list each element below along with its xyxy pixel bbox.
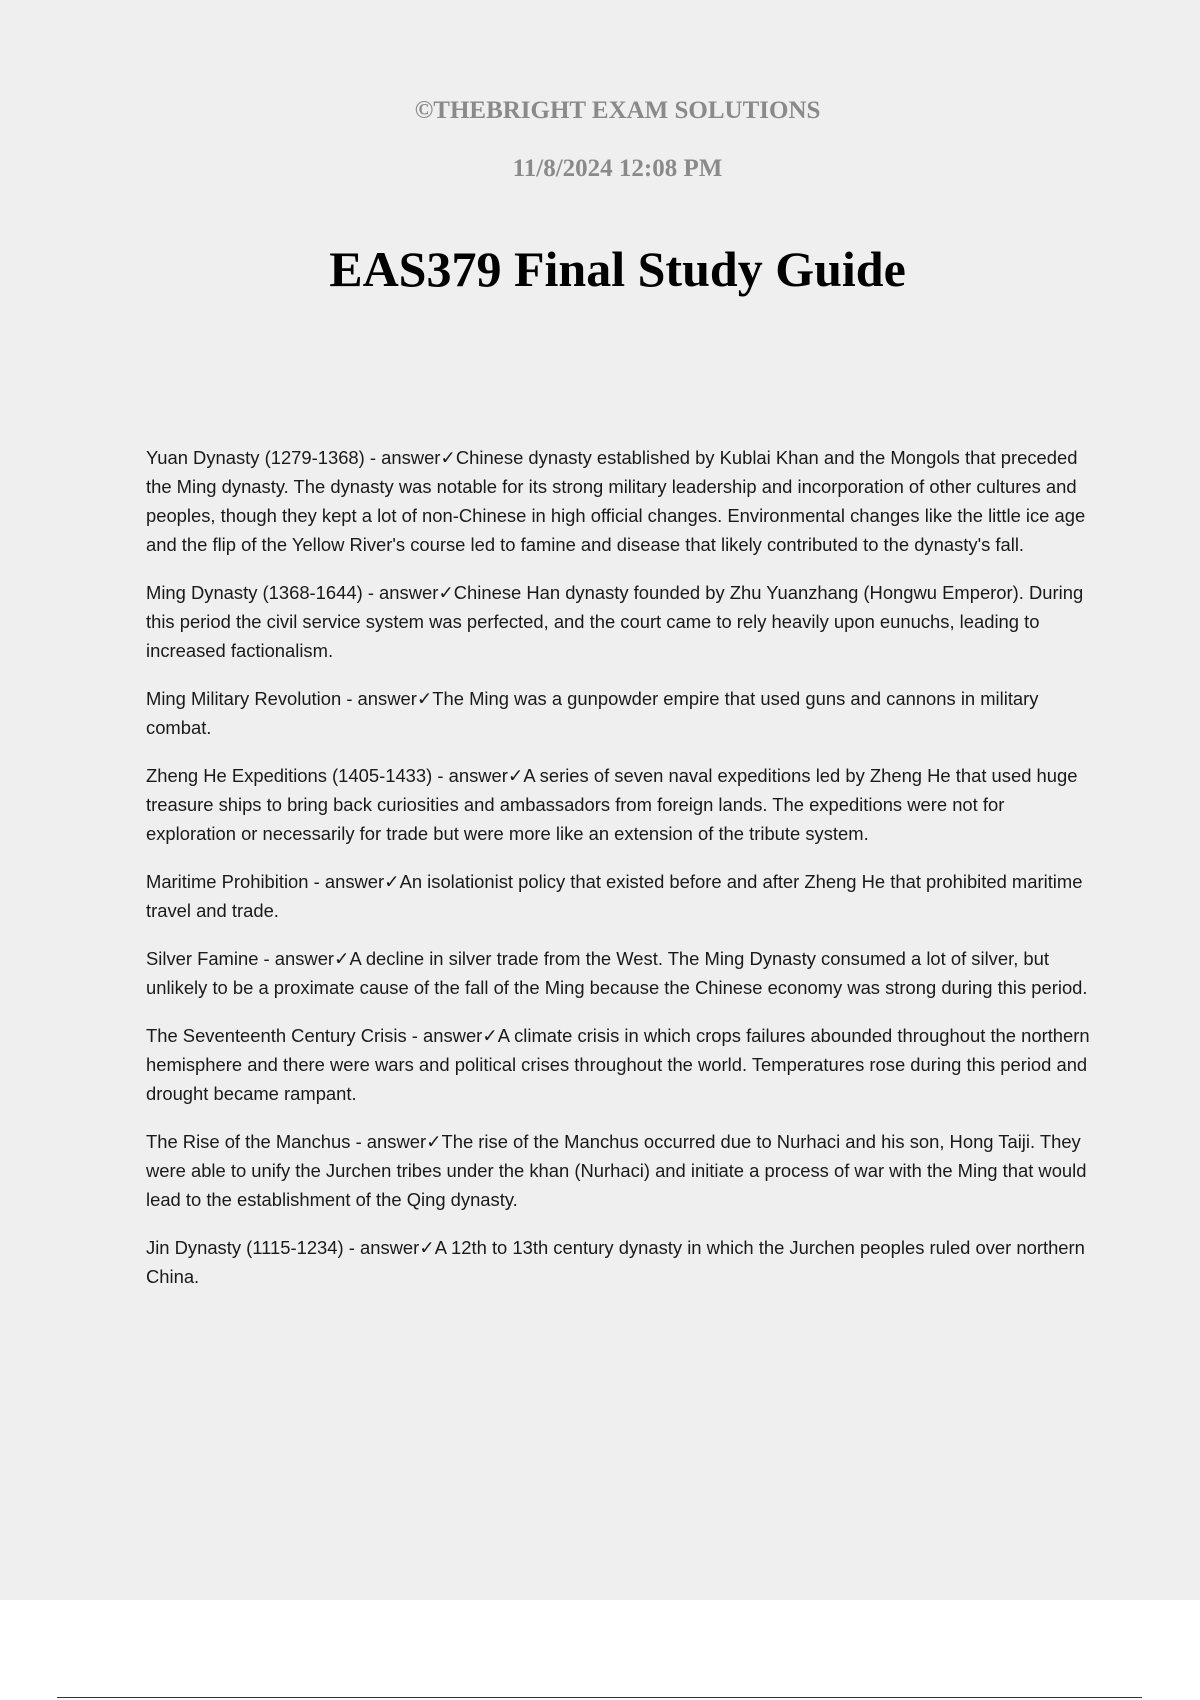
watermark-datetime: 11/8/2024 12:08 PM xyxy=(512,155,723,182)
entry-separator: - answer✓ xyxy=(364,447,456,468)
entry-zheng-he-expeditions xyxy=(146,761,1091,848)
entry-separator: - answer✓ xyxy=(350,1131,442,1152)
entry-answer: A climate crisis in which crops failures abounded throughout the northern hemisphere and there were wars and political crises throughout the world. Temperatures rose during this period and drought became rampant. xyxy=(146,1025,1090,1104)
entry-answer: A series of seven naval expeditions led by Zheng He that used huge treasure ships to bring back curiosities and ambassadors from foreign lands. The expeditions were not for exploration or necessarily for trade but were more like an extension of the tribute system. xyxy=(146,765,1078,844)
entry-term: Ming Dynasty (1368-1644) xyxy=(146,582,363,603)
entry-ming-dynasty xyxy=(146,578,1091,665)
entry-separator: - answer✓ xyxy=(432,765,524,786)
entry-separator: - answer✓ xyxy=(308,871,400,892)
entry-maritime-prohibition xyxy=(146,867,1091,925)
entry-term: Ming Military Revolution xyxy=(146,688,342,709)
entry-term: The Rise of the Manchus xyxy=(146,1131,351,1152)
entry-term: Maritime Prohibition xyxy=(146,871,309,892)
entry-rise-of-the-manchus xyxy=(146,1127,1091,1214)
entry-answer: An isolationist policy that existed before and after Zheng He that prohibited maritime travel and trade. xyxy=(146,871,1083,921)
entry-separator: - answer✓ xyxy=(343,1237,435,1258)
entry-jin-dynasty xyxy=(146,1233,1091,1291)
entry-separator: - answer✓ xyxy=(258,948,350,969)
entry-separator: - answer✓ xyxy=(341,688,433,709)
study-guide-entries xyxy=(146,443,1091,1310)
entry-term: The Seventeenth Century Crisis xyxy=(146,1025,407,1046)
entry-term: Yuan Dynasty (1279-1368) xyxy=(146,447,365,468)
entry-yuan-dynasty xyxy=(146,443,1091,559)
entry-answer: The Ming was a gunpowder empire that used guns and cannons in military combat. xyxy=(146,688,1039,738)
entry-answer: Chinese dynasty established by Kublai Khan and the Mongols that preceded the Ming dynasty. The dynasty was notable for its strong military leadership and incorporation of other cultures and peoples, though they kept a lot of non-Chinese in high official changes. Environmental changes like the little ice age and the flip of the Yellow River's course led to famine and disease that likely contributed to the dynasty's fall. xyxy=(146,447,1086,555)
entry-answer: Chinese Han dynasty founded by Zhu Yuanzhang (Hongwu Emperor). During this period the civil service system was perfected, and the court came to rely heavily upon eunuchs, leading to increased factionalism. xyxy=(146,582,1084,661)
entry-silver-famine xyxy=(146,944,1091,1002)
entry-separator: - answer✓ xyxy=(362,582,454,603)
entry-answer: A decline in silver trade from the West. The Ming Dynasty consumed a lot of silver, but unlikely to be a proximate cause of the fall of the Ming because the Chinese economy was strong during this period. xyxy=(146,948,1088,998)
entry-answer: The rise of the Manchus occurred due to Nurhaci and his son, Hong Taiji. They were able to unify the Jurchen tribes under the khan (Nurhaci) and initiate a process of war with the Ming that would lead to the establishment of the Qing dynasty. xyxy=(146,1131,1087,1210)
entry-separator: - answer✓ xyxy=(406,1025,498,1046)
document-title: EAS379 Final Study Guide xyxy=(329,241,906,297)
entry-seventeenth-century-crisis xyxy=(146,1021,1091,1108)
entry-term: Jin Dynasty (1115-1234) xyxy=(146,1237,344,1258)
entry-term: Silver Famine xyxy=(146,948,259,969)
entry-term: Zheng He Expeditions (1405-1433) xyxy=(146,765,433,786)
watermark-company: ©THEBRIGHT EXAM SOLUTIONS xyxy=(414,97,821,124)
entry-answer: A 12th to 13th century dynasty in which the Jurchen peoples ruled over northern China. xyxy=(146,1237,1085,1287)
footer-divider xyxy=(57,1697,1142,1698)
entry-ming-military-revolution xyxy=(146,684,1091,742)
